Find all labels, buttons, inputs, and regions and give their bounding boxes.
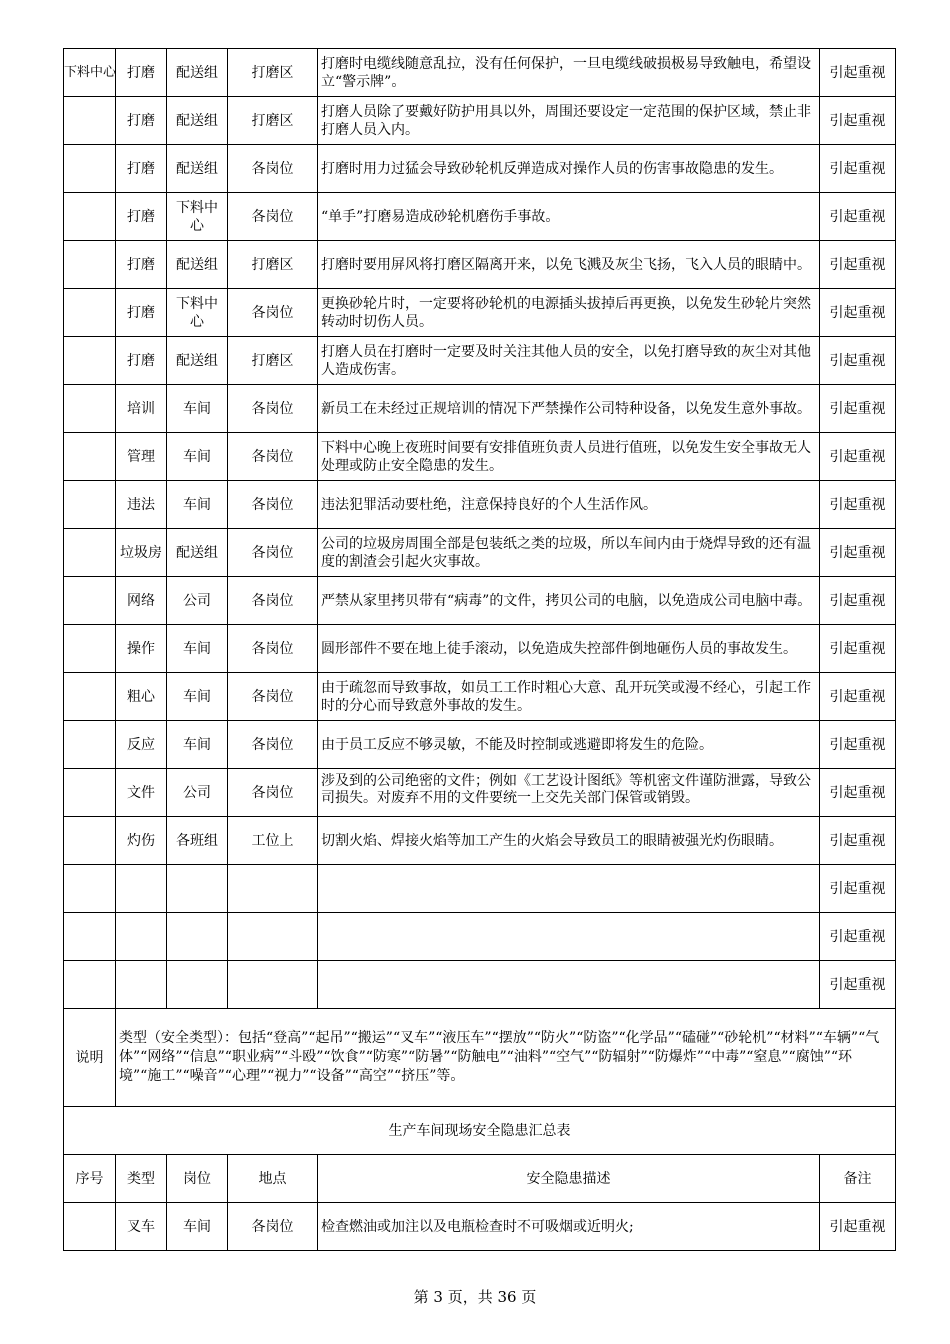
type-cell: 操作 bbox=[116, 625, 167, 673]
type-cell: 叉车 bbox=[116, 1203, 167, 1251]
dept-cell bbox=[64, 961, 116, 1009]
note-cell: 引起重视 bbox=[820, 817, 896, 865]
note-cell: 引起重视 bbox=[820, 145, 896, 193]
table-row bbox=[64, 961, 896, 1009]
dept-cell bbox=[64, 865, 116, 913]
role-cell bbox=[167, 865, 228, 913]
description-cell: 更换砂轮片时，一定要将砂轮机的电源插头拔掉后再更换，以免发生砂轮片突然转动时切伤人员。 bbox=[318, 289, 820, 337]
note-cell: 引起重视 bbox=[820, 1203, 896, 1251]
dept-cell bbox=[64, 337, 116, 385]
place-cell: 各岗位 bbox=[228, 145, 318, 193]
index-cell bbox=[64, 1203, 116, 1251]
role-cell: 公司 bbox=[167, 577, 228, 625]
clipped-description: 涉及到的公司绝密的文件；例如《工艺设计图纸》等机密文件谨防泄露，导致公司损失。对废弃不用的文件要统一上交先关部门保管或销毁。 bbox=[321, 772, 811, 806]
place-cell: 打磨区 bbox=[228, 337, 318, 385]
dept-cell bbox=[64, 241, 116, 289]
place-cell: 各岗位 bbox=[228, 625, 318, 673]
table-row bbox=[64, 289, 896, 337]
role-cell: 车间 bbox=[167, 721, 228, 769]
description-cell: 新员工在未经过正规培训的情况下严禁操作公司特种设备，以免发生意外事故。 bbox=[318, 385, 820, 433]
place-cell: 各岗位 bbox=[228, 193, 318, 241]
description-cell: 打磨人员除了要戴好防护用具以外，周围还要设定一定范围的保护区域，禁止非打磨人员入内。 bbox=[318, 97, 820, 145]
type-cell: 打磨 bbox=[116, 49, 167, 97]
place-cell: 打磨区 bbox=[228, 49, 318, 97]
dept-cell bbox=[64, 433, 116, 481]
table-row bbox=[64, 865, 896, 913]
note-cell: 引起重视 bbox=[820, 49, 896, 97]
note-cell: 引起重视 bbox=[820, 865, 896, 913]
dept-cell bbox=[64, 385, 116, 433]
place-cell: 各岗位 bbox=[228, 289, 318, 337]
description-cell: 打磨人员在打磨时一定要及时关注其他人员的安全，以免打磨导致的灰尘对其他人造成伤害。 bbox=[318, 337, 820, 385]
place-cell: 各岗位 bbox=[228, 1203, 318, 1251]
type-cell bbox=[116, 865, 167, 913]
note-cell: 引起重视 bbox=[820, 97, 896, 145]
table-row bbox=[64, 337, 896, 385]
role-cell: 车间 bbox=[167, 433, 228, 481]
note-cell: 引起重视 bbox=[820, 385, 896, 433]
table-row bbox=[64, 913, 896, 961]
header-role: 岗位 bbox=[167, 1155, 228, 1203]
header-note: 备注 bbox=[820, 1155, 896, 1203]
type-cell: 灼伤 bbox=[116, 817, 167, 865]
notes-text: 类型（安全类型）：包括“登高”“起吊”“搬运”“叉车”“液压车”“摆放”“防火”“防盗”“化学品”“磕碰”“砂轮机”“材料”“车辆”“气体”“网络”“信息”“职业病”“斗殴”“饮食”“防寒”“防暑”“防触电”“油料”“空气”“防辐射”“防爆炸”“中毒”“窒息”“腐蚀”“环境”“施工”“噪音”“心理”“视力”“设备”“高空”“挤压”等。 bbox=[116, 1009, 896, 1107]
table-row bbox=[64, 481, 896, 529]
header-type: 类型 bbox=[116, 1155, 167, 1203]
note-cell: 引起重视 bbox=[820, 481, 896, 529]
table-row bbox=[64, 529, 896, 577]
table-row bbox=[64, 769, 896, 817]
dept-cell: 下料中心 bbox=[64, 49, 116, 97]
role-cell: 下料中心 bbox=[167, 289, 228, 337]
summary-section bbox=[64, 1009, 896, 1251]
table-row bbox=[64, 97, 896, 145]
type-cell: 打磨 bbox=[116, 97, 167, 145]
table-row bbox=[64, 577, 896, 625]
table-row bbox=[64, 721, 896, 769]
description-cell: 圆形部件不要在地上徒手滚动，以免造成失控部件倒地砸伤人员的事故发生。 bbox=[318, 625, 820, 673]
dept-cell bbox=[64, 721, 116, 769]
place-cell: 各岗位 bbox=[228, 529, 318, 577]
role-cell: 车间 bbox=[167, 673, 228, 721]
type-cell: 粗心 bbox=[116, 673, 167, 721]
header-place: 地点 bbox=[228, 1155, 318, 1203]
notes-row bbox=[64, 1009, 896, 1107]
description-cell: 严禁从家里拷贝带有“病毒”的文件，拷贝公司的电脑，以免造成公司电脑中毒。 bbox=[318, 577, 820, 625]
place-cell: 各岗位 bbox=[228, 433, 318, 481]
description-cell bbox=[318, 865, 820, 913]
description-cell: 公司的垃圾房周围全部是包装纸之类的垃圾，所以车间内由于烧焊导致的还有温度的割渣会引起火灾事故。 bbox=[318, 529, 820, 577]
role-cell: 车间 bbox=[167, 481, 228, 529]
place-cell: 打磨区 bbox=[228, 241, 318, 289]
page-footer: 第 3 页，共 36 页 bbox=[413, 1288, 537, 1306]
dept-cell bbox=[64, 193, 116, 241]
description-cell: 打磨时要用屏风将打磨区隔离开来，以免飞溅及灰尘飞扬，飞入人员的眼睛中。 bbox=[318, 241, 820, 289]
place-cell: 各岗位 bbox=[228, 577, 318, 625]
dept-cell bbox=[64, 817, 116, 865]
description-cell: 打磨时电缆线随意乱拉，没有任何保护，一旦电缆线破损极易导致触电，希望设立“警示牌”。 bbox=[318, 49, 820, 97]
role-cell: 配送组 bbox=[167, 241, 228, 289]
table-row bbox=[64, 433, 896, 481]
note-cell: 引起重视 bbox=[820, 625, 896, 673]
table-row bbox=[64, 193, 896, 241]
description-cell: 检查燃油或加注以及电瓶检查时不可吸烟或近明火; bbox=[318, 1203, 820, 1251]
note-cell: 引起重视 bbox=[820, 433, 896, 481]
role-cell: 公司 bbox=[167, 769, 228, 817]
table-row bbox=[64, 49, 896, 97]
role-cell bbox=[167, 961, 228, 1009]
role-cell: 各班组 bbox=[167, 817, 228, 865]
type-cell: 打磨 bbox=[116, 241, 167, 289]
place-cell: 各岗位 bbox=[228, 481, 318, 529]
description-cell bbox=[318, 769, 820, 817]
note-cell: 引起重视 bbox=[820, 241, 896, 289]
header-row bbox=[64, 1155, 896, 1203]
note-cell: 引起重视 bbox=[820, 529, 896, 577]
note-cell: 引起重视 bbox=[820, 721, 896, 769]
table-row bbox=[64, 817, 896, 865]
type-cell bbox=[116, 913, 167, 961]
dept-cell bbox=[64, 97, 116, 145]
note-cell: 引起重视 bbox=[820, 673, 896, 721]
dept-cell bbox=[64, 673, 116, 721]
table-row bbox=[64, 673, 896, 721]
header-index: 序号 bbox=[64, 1155, 116, 1203]
type-cell: 打磨 bbox=[116, 289, 167, 337]
place-cell: 各岗位 bbox=[228, 721, 318, 769]
place-cell: 各岗位 bbox=[228, 385, 318, 433]
notes-label: 说明 bbox=[64, 1009, 116, 1107]
place-cell: 各岗位 bbox=[228, 769, 318, 817]
section-title: 生产车间现场安全隐患汇总表 bbox=[64, 1107, 896, 1155]
dept-cell bbox=[64, 577, 116, 625]
type-cell: 管理 bbox=[116, 433, 167, 481]
description-cell: 下料中心晚上夜班时间要有安排值班负责人员进行值班，以免发生安全事故无人处理或防止安全隐患的发生。 bbox=[318, 433, 820, 481]
role-cell: 车间 bbox=[167, 1203, 228, 1251]
role-cell: 下料中心 bbox=[167, 193, 228, 241]
role-cell bbox=[167, 913, 228, 961]
type-cell: 打磨 bbox=[116, 145, 167, 193]
dept-cell bbox=[64, 625, 116, 673]
note-cell: 引起重视 bbox=[820, 961, 896, 1009]
dept-cell bbox=[64, 913, 116, 961]
description-cell bbox=[318, 961, 820, 1009]
dept-cell bbox=[64, 481, 116, 529]
role-cell: 配送组 bbox=[167, 337, 228, 385]
place-cell bbox=[228, 961, 318, 1009]
description-cell: “单手”打磨易造成砂轮机磨伤手事故。 bbox=[318, 193, 820, 241]
description-cell: 切割火焰、焊接火焰等加工产生的火焰会导致员工的眼睛被强光灼伤眼睛。 bbox=[318, 817, 820, 865]
type-cell: 打磨 bbox=[116, 193, 167, 241]
note-cell: 引起重视 bbox=[820, 577, 896, 625]
place-cell: 各岗位 bbox=[228, 673, 318, 721]
dept-cell bbox=[64, 289, 116, 337]
table-row bbox=[64, 241, 896, 289]
role-cell: 车间 bbox=[167, 385, 228, 433]
note-cell: 引起重视 bbox=[820, 337, 896, 385]
hazard-table bbox=[63, 48, 896, 1251]
table-row bbox=[64, 625, 896, 673]
dept-cell bbox=[64, 145, 116, 193]
description-cell: 由于员工反应不够灵敏，不能及时控制或逃避即将发生的危险。 bbox=[318, 721, 820, 769]
type-cell: 培训 bbox=[116, 385, 167, 433]
header-description: 安全隐患描述 bbox=[318, 1155, 820, 1203]
note-cell: 引起重视 bbox=[820, 769, 896, 817]
note-cell: 引起重视 bbox=[820, 289, 896, 337]
type-cell: 垃圾房 bbox=[116, 529, 167, 577]
place-cell: 工位上 bbox=[228, 817, 318, 865]
table-row bbox=[64, 1203, 896, 1251]
type-cell: 违法 bbox=[116, 481, 167, 529]
section-title-row bbox=[64, 1107, 896, 1155]
dept-cell bbox=[64, 769, 116, 817]
table-row bbox=[64, 385, 896, 433]
description-cell: 违法犯罪活动要杜绝，注意保持良好的个人生活作风。 bbox=[318, 481, 820, 529]
hazard-rows bbox=[64, 49, 896, 1009]
role-cell: 配送组 bbox=[167, 49, 228, 97]
dept-cell bbox=[64, 529, 116, 577]
description-cell: 打磨时用力过猛会导致砂轮机反弹造成对操作人员的伤害事故隐患的发生。 bbox=[318, 145, 820, 193]
place-cell bbox=[228, 865, 318, 913]
description-cell: 由于疏忽而导致事故，如员工工作时粗心大意、乱开玩笑或漫不经心，引起工作时的分心而导致意外事故的发生。 bbox=[318, 673, 820, 721]
role-cell: 配送组 bbox=[167, 97, 228, 145]
type-cell: 网络 bbox=[116, 577, 167, 625]
place-cell bbox=[228, 913, 318, 961]
role-cell: 配送组 bbox=[167, 145, 228, 193]
description-cell bbox=[318, 913, 820, 961]
type-cell: 文件 bbox=[116, 769, 167, 817]
type-cell: 反应 bbox=[116, 721, 167, 769]
table-row bbox=[64, 145, 896, 193]
type-cell: 打磨 bbox=[116, 337, 167, 385]
place-cell: 打磨区 bbox=[228, 97, 318, 145]
note-cell: 引起重视 bbox=[820, 913, 896, 961]
type-cell bbox=[116, 961, 167, 1009]
note-cell: 引起重视 bbox=[820, 193, 896, 241]
role-cell: 车间 bbox=[167, 625, 228, 673]
role-cell: 配送组 bbox=[167, 529, 228, 577]
